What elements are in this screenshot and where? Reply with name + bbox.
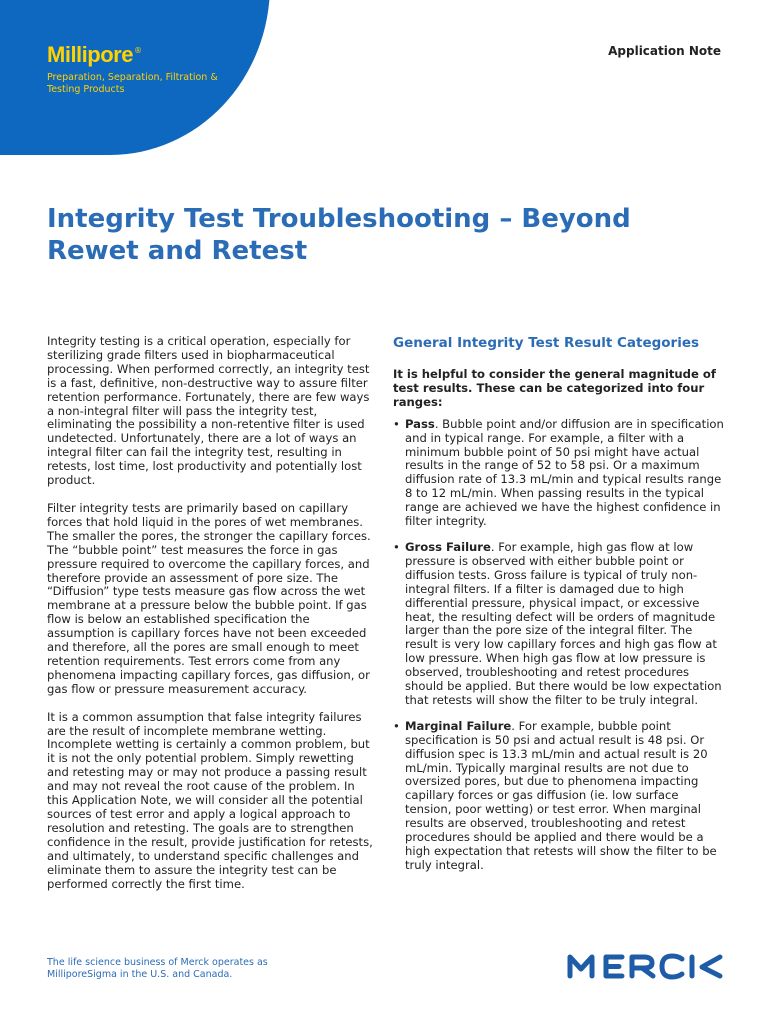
registered-mark: ® bbox=[133, 46, 142, 55]
list-item-text: . For example, high gas flow at low pressure is observed with either bubble point or diffusion tests. Gross failure is typical of truly non-integral filters. If a filter is damaged due to high differential pressure, physical impact, or excessive heat, the resulting defect will be orders of magnitude larger than the pore size of the integral filter. The result is very low capillary forces and high gas flow at low pressure. When high gas flow at low pressure is observed, troubleshooting and retest procedures should be applied. But there would be low expectation that retests will show the filter to be truly integral. bbox=[405, 539, 722, 707]
footer-note: The life science business of Merck operates as MilliporeSigma in the U.S. and Canada. bbox=[47, 957, 268, 980]
capillary-paragraph: Filter integrity tests are primarily based on capillary forces that hold liquid in the pores of wet membranes. The smaller the pores, the stronger the capillary forces. The “bubble point” test measures the force in gas pressure required to overcome the capillary forces, and therefore provide an assessment of pore size. The “Diffusion” type tests measure gas flow across the wet membrane at a pressure below the bubble point. If gas flow is below an established specification the assumption is capillary forces have not been exceeded and therefore, all the pores are small enough to meet retention requirements. Test errors come from any phenomena impacting capillary forces, gas diffusion, or gas flow or pressure measurement accuracy. bbox=[47, 500, 371, 696]
list-item bbox=[393, 541, 728, 708]
category-list bbox=[393, 418, 728, 873]
list-item-text: . For example, bubble point specification is 50 psi and actual result is 48 psi. Or diffusion spec is 13.3 mL/min and actual result is 20 mL/min. Typically marginal results are not due to oversized pores, but due to phenomena impacting capillary forces or gas diffusion (ie. low surface tension, poor wetting) or test error. When marginal results are observed, troubleshooting and retest procedures should be applied and there would be a high expectation that retests will show the filter to be truly integral. bbox=[405, 718, 717, 872]
merck-wordmark-icon bbox=[566, 952, 724, 980]
list-item-term: Marginal Failure bbox=[405, 718, 512, 733]
list-item-text: . Bubble point and/or diffusion are in specification and in typical range. For example, a filter with a minimum bubble point of 50 psi might have actual results in the range of 52 to 58 psi. Or a maximum diffusion rate of 13.3 mL/min and typical results range 8 to 12 mL/min. When passing results in the typical range are achieved we have the highest confidence in filter integrity. bbox=[405, 416, 724, 529]
assumption-paragraph: It is a common assumption that false integrity failures are the result of incomplete membrane wetting. Incomplete wetting is certainly a common problem, but it is not the only potential problem. Simply rewetting and retesting may or may not produce a passing result and may not reveal the root cause of the problem. In this Application Note, we will consider all the potential sources of test error and apply a logical approach to resolution and retesting. The goals are to strengthen confidence in the result, provide justification for retests, and ultimately, to understand specific challenges and eliminate them to assure the integrity test can be performed correctly the first time. bbox=[47, 709, 373, 891]
list-item-term: Pass bbox=[405, 416, 435, 431]
intro-paragraph: Integrity testing is a critical operation, especially for sterilizing grade filters used in biopharmaceutical processing. When performed correctly, an integrity test is a fast, definitive, non-destructive way to assure filter retention performance. Fortunately, there are few ways a non-integral filter will pass the integrity test, eliminating the possibility a non-retentive filter is used undetected. Unfortunately, there are a lot of ways an integral filter can fail the integrity test, resulting in retests, lost time, lost productivity and potentially lost product. bbox=[47, 334, 370, 488]
brand-name: Millipore bbox=[47, 42, 133, 67]
millipore-logo bbox=[47, 42, 142, 68]
brand-tagline: Preparation, Separation, Filtration & Testing Products bbox=[47, 72, 218, 95]
list-item bbox=[393, 418, 728, 529]
left-column bbox=[47, 335, 377, 905]
section-heading: General Integrity Test Result Categories bbox=[393, 335, 700, 351]
section-lead: It is helpful to consider the general magnitude of test results. These can be categorized into four ranges: bbox=[393, 367, 716, 409]
document-type-label: Application Note bbox=[608, 44, 721, 58]
list-item-term: Gross Failure bbox=[405, 539, 491, 554]
merck-logo bbox=[566, 952, 724, 984]
page-title: Integrity Test Troubleshooting – Beyond Rewet and Retest bbox=[47, 204, 631, 266]
right-column bbox=[393, 335, 728, 885]
list-item bbox=[393, 720, 728, 873]
